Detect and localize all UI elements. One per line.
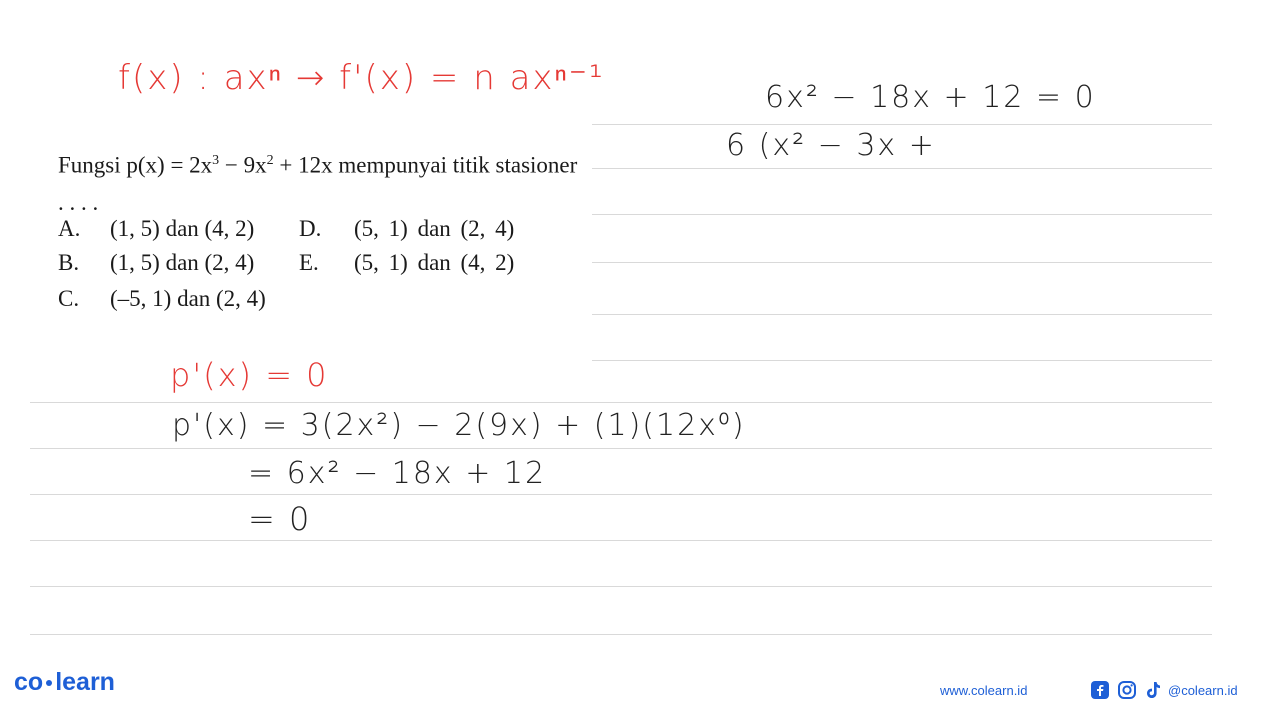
option-letter: E. bbox=[299, 250, 319, 275]
social-handle[interactable]: @colearn.id bbox=[1168, 683, 1238, 698]
derivative-line-1: p'(x) = 3(2x²) − 2(9x) + (1)(12x⁰) bbox=[172, 408, 746, 443]
ruled-line bbox=[592, 360, 1212, 361]
option-a bbox=[58, 216, 255, 242]
logo-part: co bbox=[14, 668, 44, 696]
ruled-line bbox=[592, 168, 1212, 169]
option-text: (5, 1) dan (2, 4) bbox=[354, 216, 515, 241]
tiktok-icon[interactable] bbox=[1143, 680, 1163, 700]
stem-part: Fungsi p(x) = 2x bbox=[58, 152, 213, 178]
option-e bbox=[299, 250, 515, 276]
right-equation-line-2: 6 (x² − 3x + bbox=[726, 128, 936, 163]
option-letter: B. bbox=[58, 250, 80, 275]
instagram-icon[interactable] bbox=[1117, 680, 1137, 700]
ruled-line bbox=[30, 494, 1212, 495]
derivative-line-3: = 0 bbox=[248, 500, 312, 538]
right-equation-line-1: 6x² − 18x + 12 = 0 bbox=[765, 80, 1096, 115]
website-link[interactable]: www.colearn.id bbox=[940, 683, 1028, 698]
derivative-line-2: = 6x² − 18x + 12 bbox=[248, 456, 547, 491]
option-text: (1, 5) dan (2, 4) bbox=[110, 250, 255, 275]
colearn-logo bbox=[14, 668, 115, 697]
ruled-line bbox=[592, 124, 1212, 125]
option-b bbox=[58, 250, 255, 276]
option-letter: A. bbox=[58, 216, 81, 241]
ruled-line bbox=[30, 448, 1212, 449]
ruled-line bbox=[30, 586, 1212, 587]
option-text: (–5, 1) dan (2, 4) bbox=[110, 286, 266, 311]
facebook-icon[interactable] bbox=[1090, 680, 1110, 700]
option-letter: C. bbox=[58, 286, 80, 311]
ruled-line bbox=[592, 262, 1212, 263]
option-text: (1, 5) dan (4, 2) bbox=[110, 216, 255, 241]
power-rule-formula: f(x) : axⁿ → f'(x) = n axⁿ⁻¹ bbox=[118, 58, 605, 98]
ruled-line bbox=[30, 402, 1212, 403]
ruled-line bbox=[30, 540, 1212, 541]
option-c bbox=[58, 286, 266, 312]
ruled-line bbox=[592, 214, 1212, 215]
option-text: (5, 1) dan (4, 2) bbox=[354, 250, 515, 275]
logo-dot bbox=[46, 680, 52, 686]
option-letter: D. bbox=[299, 216, 322, 241]
ruled-line bbox=[30, 634, 1212, 635]
stem-part: − 9x bbox=[219, 152, 267, 178]
ruled-line bbox=[592, 314, 1212, 315]
exponent: 3 bbox=[212, 153, 220, 168]
stem-part: + 12x mempunyai titik stasioner . . . . bbox=[58, 152, 578, 215]
exponent: 2 bbox=[266, 153, 274, 168]
logo-part: learn bbox=[55, 668, 115, 696]
stationary-condition: p'(x) = 0 bbox=[170, 356, 329, 394]
option-d bbox=[299, 216, 515, 242]
question-stem bbox=[58, 142, 588, 221]
